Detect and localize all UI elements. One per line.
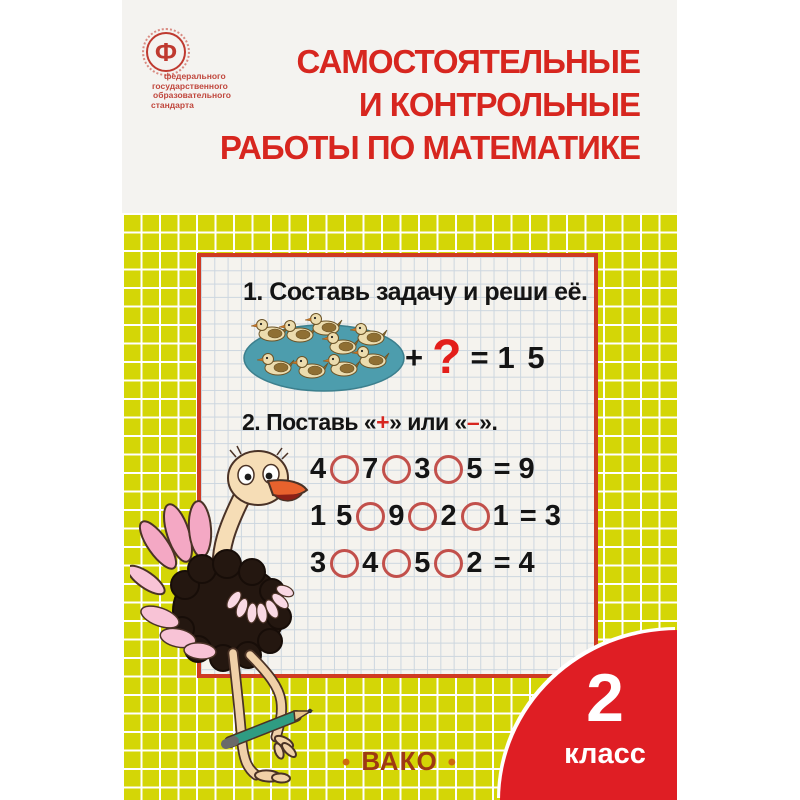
question-mark: ? (432, 331, 462, 384)
pond-icon (242, 313, 408, 395)
equals-sign: = (493, 546, 511, 579)
book-title-line-3: РАБОТЫ ПО МАТЕМАТИКЕ (219, 129, 640, 166)
task2-heading-suffix: ». (479, 409, 498, 435)
fgos-logo-letter: Ф (154, 37, 178, 67)
ostrich-icon (130, 445, 320, 795)
operand: 4 (310, 452, 328, 485)
grade-number: 2 (586, 660, 624, 736)
book-title-line-1: САМОСТОЯТЕЛЬНЫЕ (296, 43, 640, 80)
equation-result: 9 (518, 452, 536, 485)
equation-row (310, 499, 562, 533)
task2-equations (310, 452, 562, 593)
operator-circle-icon (356, 502, 385, 531)
fgos-logo-circle-icon (146, 32, 186, 72)
operand: 4 (362, 546, 380, 579)
operand: 9 (388, 499, 406, 532)
operator-circle-icon (434, 549, 463, 578)
task1-heading: 1. Составь задачу и реши её. (243, 278, 588, 306)
fgos-logo-caption (150, 72, 231, 110)
operator-circle-icon (434, 455, 463, 484)
grade-label: класс (564, 738, 646, 770)
fgos-caption-line: стандарта (151, 99, 194, 110)
operand: 1 (492, 499, 510, 532)
bullet-icon: • (341, 749, 352, 776)
operand: 3 (414, 452, 432, 485)
equation-row (310, 452, 562, 486)
task2-heading-plus: + (376, 409, 390, 435)
operand: 1 5 (310, 499, 354, 532)
equals-sign: = (470, 340, 489, 375)
operand: 2 (440, 499, 458, 532)
publisher-name: ВАКО (361, 746, 438, 776)
operand: 7 (362, 452, 380, 485)
book-cover (122, 0, 677, 800)
operand: 5 (414, 546, 432, 579)
equation-result: 4 (518, 546, 536, 579)
operand: 5 (466, 452, 484, 485)
equation-result: 3 (544, 499, 562, 532)
operand: 2 (466, 546, 484, 579)
book-title-line-2: И КОНТРОЛЬНЫЕ (358, 86, 640, 123)
fgos-caption-line: образовательного (153, 90, 231, 100)
ostrich-illustration (130, 445, 320, 795)
book-title (220, 40, 640, 169)
fgos-caption-line: государственного (152, 80, 228, 91)
bullet-icon: • (447, 749, 458, 776)
task2-heading-minus: – (466, 409, 480, 435)
fgos-caption-line: федерального (164, 71, 226, 81)
operator-circle-icon (461, 502, 490, 531)
plus-sign: + (405, 340, 424, 375)
task2-heading-prefix: 2. Поставь « (242, 409, 377, 435)
operator-circle-icon (330, 549, 359, 578)
operator-circle-icon (382, 455, 411, 484)
equals-sign: = (519, 499, 537, 532)
equation-row (310, 546, 562, 580)
operand: 3 (310, 546, 328, 579)
task2-heading (242, 409, 497, 436)
task1-equation (405, 330, 547, 386)
ducks-pond-illustration (242, 313, 408, 395)
task2-heading-middle: » или « (389, 409, 467, 435)
task1-result: 1 5 (497, 340, 547, 375)
operator-circle-icon (408, 502, 437, 531)
operator-circle-icon (330, 455, 359, 484)
operator-circle-icon (382, 549, 411, 578)
equals-sign: = (493, 452, 511, 485)
